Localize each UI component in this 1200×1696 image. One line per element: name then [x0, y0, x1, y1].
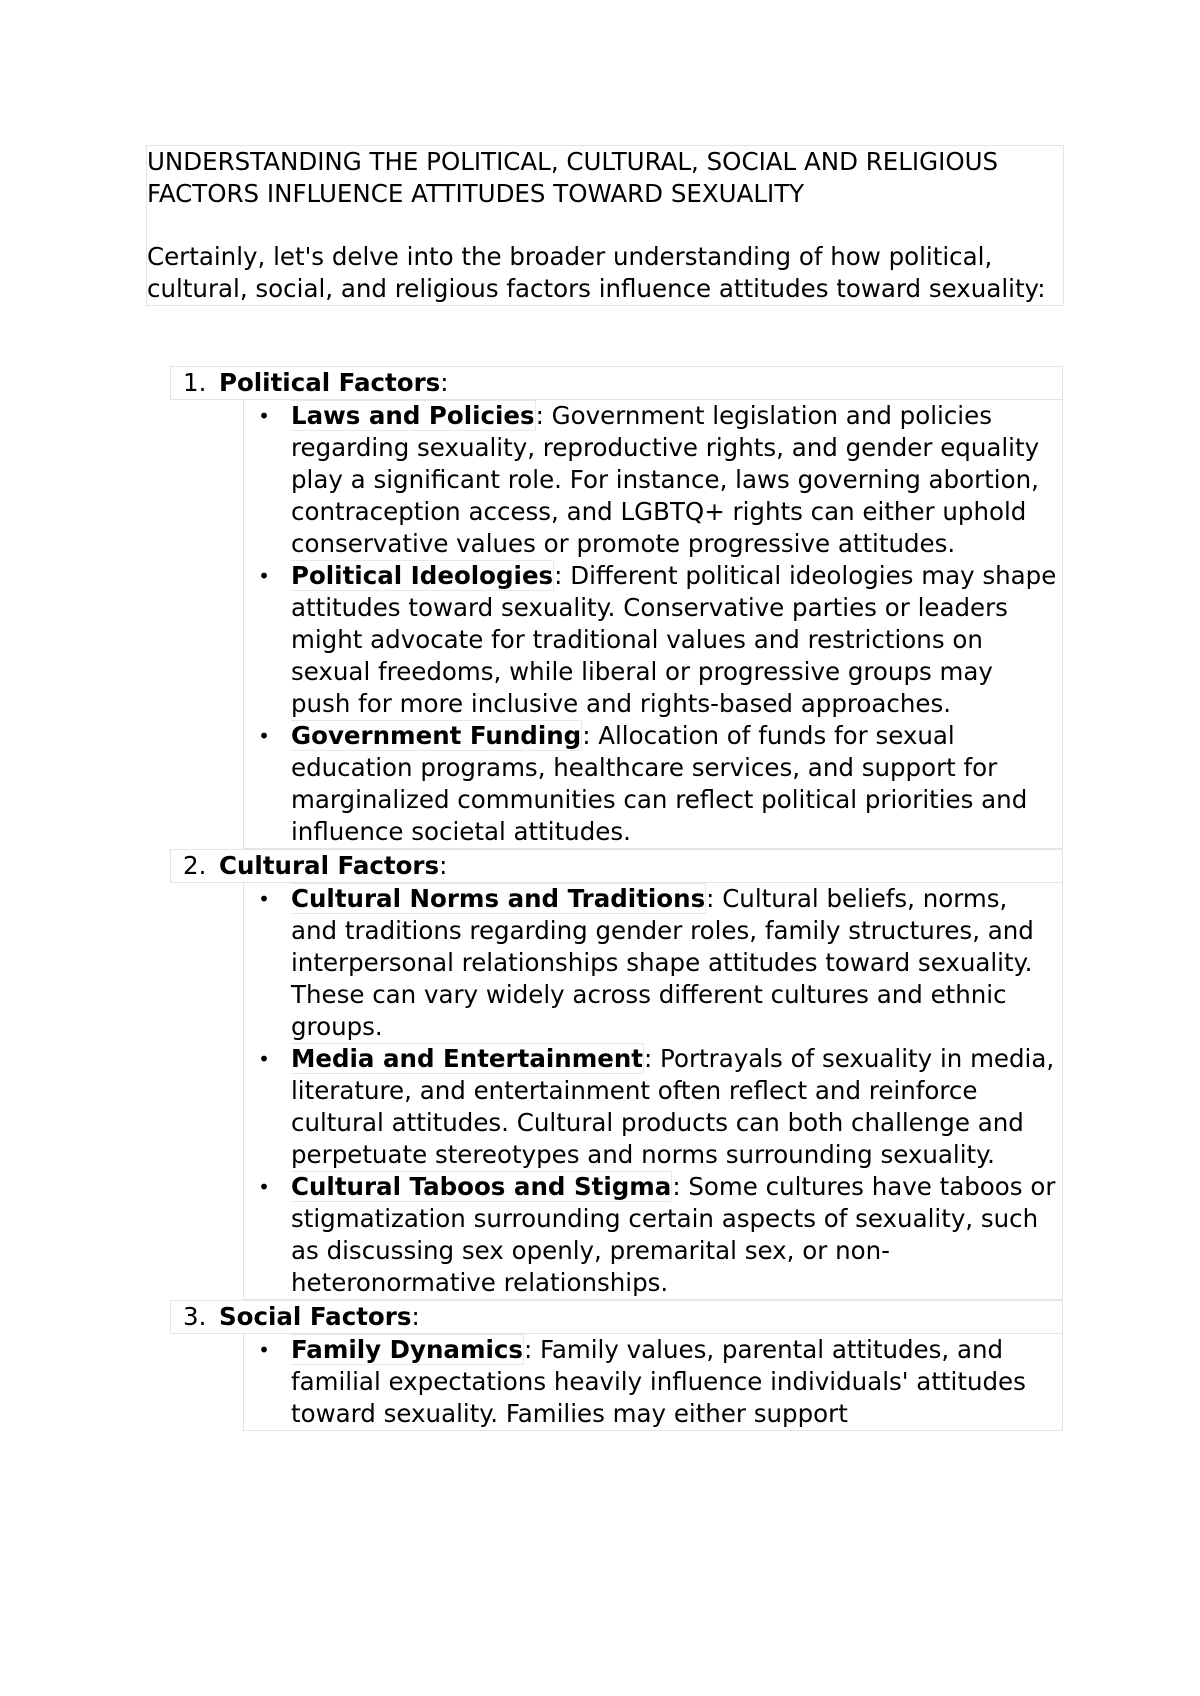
- bullet-icon: •: [258, 564, 270, 588]
- sections-list: [170, 366, 1063, 1431]
- section-heading-political: [170, 366, 1063, 400]
- item-text: : Family values, parental attitudes, and familial expectations heavily influence individuals' attitudes toward sexuality. Families may either support: [291, 1335, 1026, 1428]
- section-number: 3.: [183, 1302, 207, 1331]
- paragraph-gap: [147, 210, 1063, 241]
- item-text: : Allocation of funds for sexual education programs, healthcare services, and support for marginalized communities can reflect political priorities and influence societal attitudes.: [291, 721, 1028, 846]
- intro-block: [146, 145, 1064, 306]
- section-items-social: [243, 1334, 1063, 1431]
- item-text: : Government legislation and policies regarding sexuality, reproductive rights, and gender equality play a significant role. For instance, laws governing abortion, contraception access, and LGBTQ+ rights can either uphold conservative values or promote progressive attitudes.: [291, 401, 1040, 558]
- bullet-icon: •: [258, 404, 270, 428]
- bullet-icon: •: [258, 1338, 270, 1362]
- intro-paragraph: Certainly, let's delve into the broader understanding of how political, cultural, social, and religious factors influence attitudes toward sexuality:: [147, 242, 1046, 303]
- item-title: Media and Entertainment: [291, 1044, 644, 1073]
- list-item: [244, 1334, 1062, 1430]
- bullet-icon: •: [258, 887, 270, 911]
- list-item: [244, 883, 1062, 1043]
- bullet-icon: •: [258, 724, 270, 748]
- section-colon: :: [440, 368, 449, 397]
- bullet-icon: •: [258, 1047, 270, 1071]
- list-item: [244, 1171, 1062, 1299]
- list-item: [244, 400, 1062, 560]
- section-title: Social Factors: [219, 1302, 412, 1331]
- section-heading-social: [170, 1300, 1063, 1334]
- section-colon: :: [411, 1302, 420, 1331]
- section-title: Cultural Factors: [219, 851, 440, 880]
- section-title: Political Factors: [219, 368, 441, 397]
- list-item: [244, 560, 1062, 720]
- section-items-cultural: [243, 883, 1063, 1300]
- section-number: 1.: [183, 368, 207, 397]
- section-heading-cultural: [170, 849, 1063, 883]
- list-item: [244, 1043, 1062, 1171]
- section-number: 2.: [183, 851, 207, 880]
- section-items-political: [243, 400, 1063, 849]
- bullet-icon: •: [258, 1175, 270, 1199]
- item-title: Cultural Taboos and Stigma: [291, 1172, 672, 1201]
- item-text: : Cultural beliefs, norms, and traditions regarding gender roles, family structures, and interpersonal relationships shape attitudes toward sexuality. These can vary widely across different cultures and ethnic groups.: [291, 884, 1034, 1041]
- item-text: : Portrayals of sexuality in media, literature, and entertainment often reflect and reinforce cultural attitudes. Cultural products can both challenge and perpetuate stereotypes and norms surrounding sexuality.: [291, 1044, 1055, 1169]
- item-title: Family Dynamics: [291, 1335, 523, 1364]
- list-item: [244, 720, 1062, 848]
- item-title: Government Funding: [291, 721, 582, 750]
- item-title: Political Ideologies: [291, 561, 554, 590]
- document-heading: UNDERSTANDING THE POLITICAL, CULTURAL, SOCIAL AND RELIGIOUS FACTORS INFLUENCE ATTITUDES TOWARD SEXUALITY: [147, 147, 999, 208]
- item-title: Laws and Policies: [291, 401, 535, 430]
- section-colon: :: [439, 851, 448, 880]
- item-text: : Some cultures have taboos or stigmatization surrounding certain aspects of sexuality, such as discussing sex openly, premarital sex, or non-heteronormative relationships.: [291, 1172, 1056, 1297]
- item-title: Cultural Norms and Traditions: [291, 884, 706, 913]
- item-text: : Different political ideologies may shape attitudes toward sexuality. Conservative parties or leaders might advocate for traditional values and restrictions on sexual freedoms, while liberal or progressive groups may push for more inclusive and rights-based approaches.: [291, 561, 1057, 718]
